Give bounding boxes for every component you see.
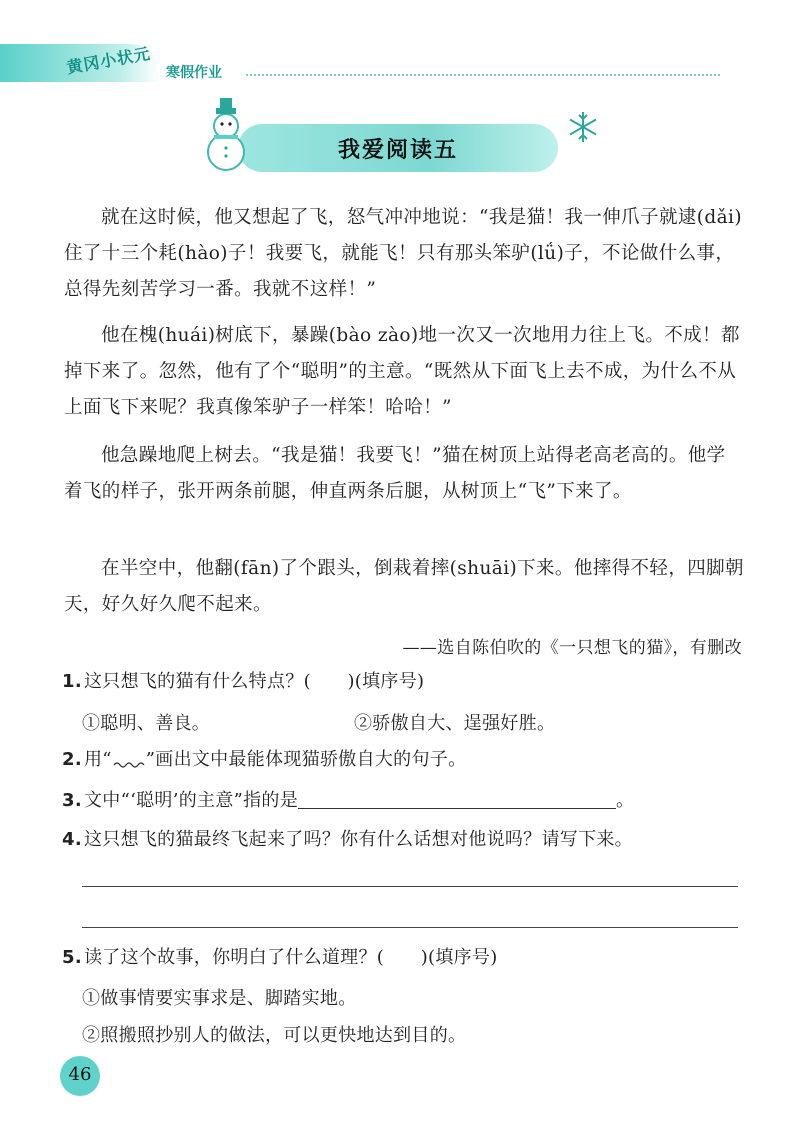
page-number: 46 (68, 1064, 92, 1085)
question-4 (62, 826, 633, 854)
question-1-option-2: ②骄傲自大、逞强好胜。 (354, 713, 556, 734)
question-text-post: ”画出文中最能体现猫骄傲自大的句子。 (145, 749, 467, 770)
question-number: 5. (62, 947, 82, 968)
header-divider (246, 74, 720, 76)
answer-line-1[interactable] (82, 886, 738, 887)
question-5-option-2: ②照搬照抄别人的做法，可以更快地达到目的。 (82, 1025, 467, 1046)
wavy-underline-icon (112, 755, 146, 769)
question-5-option-1: ①做事情要实事求是、脚踏实地。 (82, 988, 357, 1009)
question-5 (62, 944, 498, 972)
passage-paragraph-2: 他在槐(huái)树底下，暴躁(bào zào)地一次又一次地用力往上飞。不成！都掉下来了。忽然，他有了个“聪明”的主意。“既然从下面飞上去不成，为什么不从上面飞下来呢？我真像笨驴子一样笨！哈哈！” (64, 325, 740, 418)
question-number: 1. (62, 671, 82, 692)
passage-paragraph-4: 在半空中，他翻(fān)了个跟头，倒栽着摔(shuāi)下来。他摔得不轻，四脚朝天，好久好久爬不起来。 (64, 558, 744, 615)
snowflake-icon (566, 110, 600, 144)
section-title: 我爱阅读五 (337, 138, 458, 163)
question-number: 4. (62, 829, 82, 850)
question-1 (62, 668, 424, 696)
question-text-pre: 文中“‘聪明’的主意”指的是 (83, 790, 299, 811)
question-number: 2. (62, 749, 82, 770)
passage-paragraph-1: 就在这时候，他又想起了飞，怒气冲冲地说：“我是猫！我一伸爪子就逮(dǎi)住了十三个耗(hào)子！我要飞，就能飞！只有那头笨驴(lǘ)子，不论做什么事，总得先刻苦学习一番。我就不这样！” (64, 207, 742, 300)
question-text: 这只想飞的猫最终飞起来了吗？你有什么话想对他说吗？请写下来。 (83, 829, 633, 850)
series-title: 寒假作业 (166, 65, 222, 81)
question-number: 3. (62, 790, 82, 811)
passage-paragraph-3: 他急躁地爬上树去。“我是猫！我要飞！”猫在树顶上站得老高老高的。他学着飞的样子，张开两条前腿，伸直两条后腿，从树顶上“飞”下来了。 (64, 445, 726, 502)
answer-blank[interactable] (298, 790, 616, 809)
question-text-pre: 用“ (83, 749, 112, 770)
question-1-option-1: ①聪明、善良。 (82, 713, 211, 734)
question-text: 这只想飞的猫有什么特点？( )(填序号) (83, 671, 425, 692)
answer-line-2[interactable] (82, 927, 738, 928)
question-text: 读了这个故事，你明白了什么道理？( )(填序号) (83, 947, 498, 968)
question-2 (62, 746, 466, 774)
snowman-icon (198, 98, 254, 172)
source-citation: ——选自陈伯吹的《一只想飞的猫》，有删改 (402, 638, 742, 658)
question-text-post: 。 (616, 790, 635, 811)
question-3 (62, 787, 634, 815)
brand-logo: 黄冈小状元 (65, 43, 153, 78)
